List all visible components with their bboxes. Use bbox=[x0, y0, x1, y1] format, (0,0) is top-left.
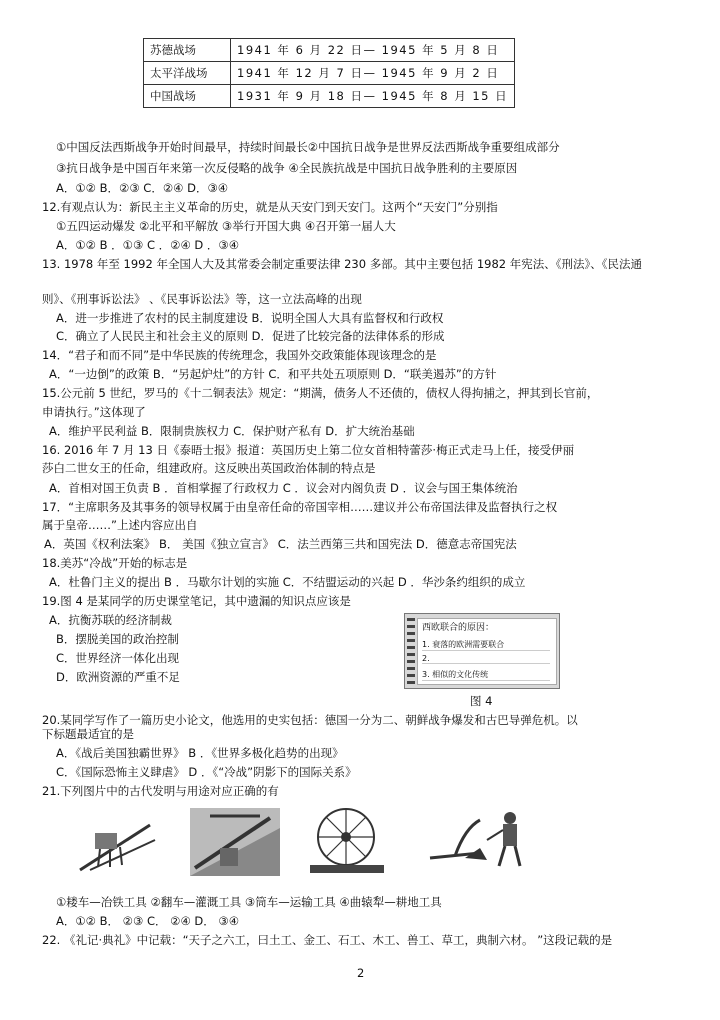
notebook-line-2: 2. bbox=[422, 654, 550, 664]
q21-options: A．①② B． ②③ C． ②④ D． ③④ bbox=[56, 914, 240, 928]
q13-options-cd: C．确立了人民民主和社会主义的原则 D．促进了比较完备的法律体系的形成 bbox=[56, 329, 445, 343]
period-cell: 1931 年 9 月 18 日— 1945 年 8 月 15 日 bbox=[231, 85, 515, 108]
q19-option-c: C．世界经济一体化出现 bbox=[56, 651, 180, 665]
q21-captions: ①耧车—冶铁工具 ②翻车—灌溉工具 ③筒车—运输工具 ④曲辕犁—耕地工具 bbox=[56, 895, 442, 909]
table-row bbox=[144, 85, 515, 108]
q16-options: A．首相对国王负责 B ．首相掌握了行政权力 C ．议会对内阁负责 D ．议会与国王集体统治 bbox=[49, 481, 518, 495]
q22-stem: 22. 《礼记·典礼》中记载：“天子之六工，曰土工、金工、石工、木工、兽工、草工，典制六材。 ”这段记载的是 bbox=[42, 933, 613, 947]
q11-statement-1: ①中国反法西斯战争开始时间最早，持续时间最长②中国抗日战争是世界反法西斯战争重要组成部分 bbox=[56, 140, 560, 154]
period-cell: 1941 年 6 月 22 日— 1945 年 5 月 8 日 bbox=[231, 39, 515, 62]
q20-line-2: 下标题最适宜的是 bbox=[42, 727, 134, 741]
page-number: 2 bbox=[357, 966, 365, 980]
q12-stem: 12.有观点认为：新民主主义革命的历史，就是从天安门到天安门。这两个“天安门”分别指 bbox=[42, 200, 498, 214]
water-wheel-image bbox=[306, 803, 388, 875]
q15-line-1: 15.公元前 5 世纪，罗马的《十二铜表法》规定：“期满，债务人不还债的，债权人得拘捕之，押其到长官前， bbox=[42, 386, 599, 400]
period-cell: 1941 年 12 月 7 日— 1945 年 9 月 2 日 bbox=[231, 62, 515, 85]
notebook-rings bbox=[407, 618, 415, 684]
war-theater-table bbox=[143, 38, 515, 108]
q19-stem: 19.图 4 是某同学的历史课堂笔记，其中遗漏的知识点应该是 bbox=[42, 594, 351, 608]
q19-option-b: B．摆脱美国的政治控制 bbox=[56, 632, 179, 646]
q14-options: A．“一边倒”的政策 B．“另起炉灶”的方针 C．和平共处五项原则 D．“联美遏苏”的方针 bbox=[49, 367, 497, 381]
q15-options: A．维护平民利益 B．限制贵族权力 C．保护财产私有 D．扩大统治基础 bbox=[49, 424, 415, 438]
notebook-figure bbox=[404, 613, 560, 689]
q19-option-a: A．抗衡苏联的经济制裁 bbox=[49, 613, 172, 627]
seed-drill-image bbox=[70, 815, 160, 875]
table-row bbox=[144, 39, 515, 62]
notebook-line-3: 3. 相似的文化传统 bbox=[422, 669, 550, 681]
q15-line-2: 申请执行。”这体现了 bbox=[42, 405, 146, 419]
q19-option-d: D．欧洲资源的严重不足 bbox=[56, 670, 180, 684]
q12-statements: ①五四运动爆发 ②北平和平解放 ③举行开国大典 ④召开第一届人大 bbox=[56, 219, 396, 233]
q17-options: A．英国《权利法案》 B． 美国《独立宣言》 C．法兰西第三共和国宪法 D．德意志帝国宪法 bbox=[44, 537, 517, 551]
q18-stem: 18.美苏“冷战”开始的标志是 bbox=[42, 556, 188, 570]
notebook-page bbox=[417, 618, 557, 685]
q12-options: A．①② B ．①③ C ．②④ D ．③④ bbox=[56, 238, 240, 252]
q13-options-ab: A．进一步推进了农村的民主制度建设 B．说明全国人大具有监督权和行政权 bbox=[56, 311, 444, 325]
q20-options-cd: C．《国际恐怖主义肆虐》 D ．《“冷战”阴影下的国际关系》 bbox=[56, 765, 357, 779]
q18-options: A．杜鲁门主义的提出 B ．马歇尔计划的实施 C．不结盟运动的兴起 D ．华沙条约组织的成立 bbox=[49, 575, 526, 589]
figure-caption: 图 4 bbox=[470, 694, 493, 708]
q11-options: A．①② B．②③ C．②④ D．③④ bbox=[56, 181, 229, 195]
q14-stem: 14．“君子和而不同”是中华民族的传统理念，我国外交政策能体现该理念的是 bbox=[42, 348, 437, 362]
q17-line-1: 17．“主席职务及其事务的领导权属于由皇帝任命的帝国宰相……建议并公布帝国法律及监督执行之权 bbox=[42, 500, 558, 514]
notebook-line-1: 1. 衰落的欧洲需要联合 bbox=[422, 639, 550, 651]
table-row bbox=[144, 62, 515, 85]
theater-cell: 太平洋战场 bbox=[144, 62, 231, 85]
theater-cell: 中国战场 bbox=[144, 85, 231, 108]
q20-options-ab: A．《战后美国独霸世界》 B ．《世界多极化趋势的出现》 bbox=[56, 746, 344, 760]
q11-statement-2: ③抗日战争是中国百年来第一次反侵略的战争 ④全民族抗战是中国抗日战争胜利的主要原因 bbox=[56, 161, 518, 175]
q16-line-2: 莎白二世女王的任命，组建政府。这反映出英国政治体制的特点是 bbox=[42, 461, 376, 475]
q20-line-1: 20.某同学写作了一篇历史小论文，他选用的史实包括：德国一分为二、朝鲜战争爆发和古巴导弹危机。以 bbox=[42, 713, 578, 727]
curved-plow-image bbox=[425, 808, 530, 870]
q16-line-1: 16. 2016 年 7 月 13 日《泰晤士报》报道：英国历史上第二位女首相特蕾莎·梅正式走马上任，接受伊丽 bbox=[42, 443, 575, 457]
chain-pump-image bbox=[190, 808, 280, 876]
q21-stem: 21.下列图片中的古代发明与用途对应正确的有 bbox=[42, 784, 279, 798]
q13-line-2: 则》、《刑事诉讼法》 、《民事诉讼法》等，这一立法高峰的出现 bbox=[42, 292, 362, 306]
notebook-title: 西欧联合的原因： bbox=[422, 623, 495, 633]
theater-cell: 苏德战场 bbox=[144, 39, 231, 62]
q17-line-2: 属于皇帝……”上述内容应出自 bbox=[42, 518, 198, 532]
q13-line-1: 13. 1978 年至 1992 年全国人大及其常委会制定重要法律 230 多部。其中主要包括 1982 年宪法、《刑法》、《民法通 bbox=[42, 257, 643, 271]
